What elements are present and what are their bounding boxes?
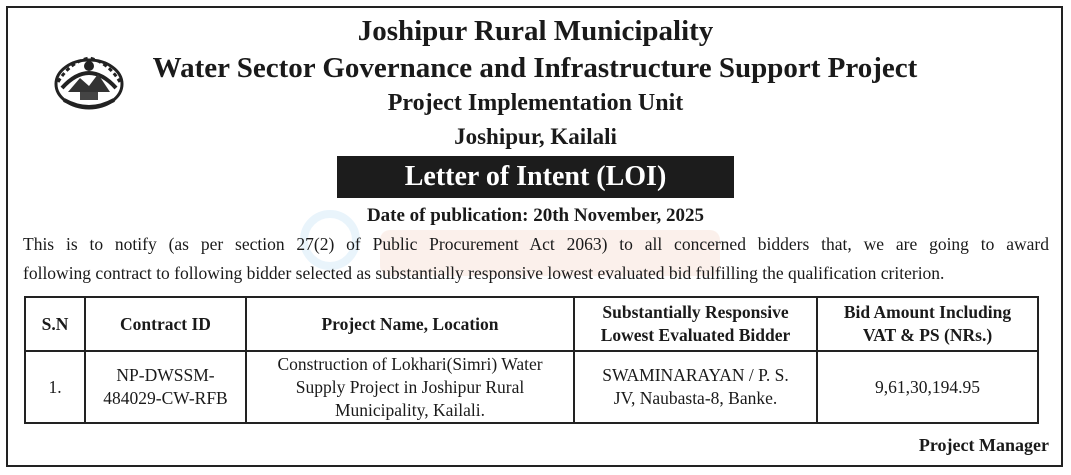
header-bidder [574, 297, 817, 351]
header-amount-line-2: VAT & PS (NRs.) [862, 325, 993, 345]
cell-contract-id [85, 351, 246, 423]
loi-banner: Letter of Intent (LOI) [337, 156, 734, 198]
header-amount [817, 297, 1038, 351]
header-bidder-line-1: Substantially Responsive [602, 302, 789, 322]
contract-id-line-2: 484029-CW-RFB [103, 388, 228, 408]
header-contract-id: Contract ID [85, 297, 246, 351]
header-project: Project Name, Location [246, 297, 574, 351]
unit-title: Project Implementation Unit [387, 90, 684, 116]
header-bidder-line-2: Lowest Evaluated Bidder [600, 325, 791, 345]
contract-id-line-1: NP-DWSSM- [116, 365, 215, 385]
award-table [24, 296, 1039, 424]
bidder-line-2: JV, Naubasta-8, Banke. [613, 388, 778, 408]
cell-sn: 1. [25, 351, 85, 423]
bidder-line-1: SWAMINARAYAN / P. S. [602, 365, 789, 385]
cell-bidder [574, 351, 817, 423]
project-line-3: Municipality, Kailali. [334, 399, 485, 420]
table-header-row [25, 297, 1038, 351]
cell-amount: 9,61,30,194.95 [817, 351, 1038, 423]
project-title: Water Sector Governance and Infrastructure Support Project [152, 52, 918, 84]
project-line-2: Supply Project in Joshipur Rural [295, 376, 525, 397]
publication-date: Date of publication: 20th November, 2025 [366, 205, 705, 226]
cell-project [246, 351, 574, 423]
table-row [25, 351, 1038, 423]
location-title: Joshipur, Kailali [454, 124, 617, 149]
signature-title: Project Manager [918, 435, 1049, 455]
notice-line-1: This is to notify (as per section 27(2) of Public Procurement Act 2063) to all concerned bidders that, we are going to award [23, 234, 1049, 254]
municipality-title: Joshipur Rural Municipality [357, 15, 714, 47]
header-amount-line-1: Bid Amount Including [843, 302, 1012, 322]
project-line-1: Construction of Lokhari(Simri) Water [277, 353, 543, 374]
notice-paragraph [23, 230, 1049, 288]
header-sn: S.N [25, 297, 85, 351]
notice-line-2: following contract to following bidder selected as substantially responsive lowest evaluated bid fulfilling the qualification criterion. [23, 263, 945, 283]
